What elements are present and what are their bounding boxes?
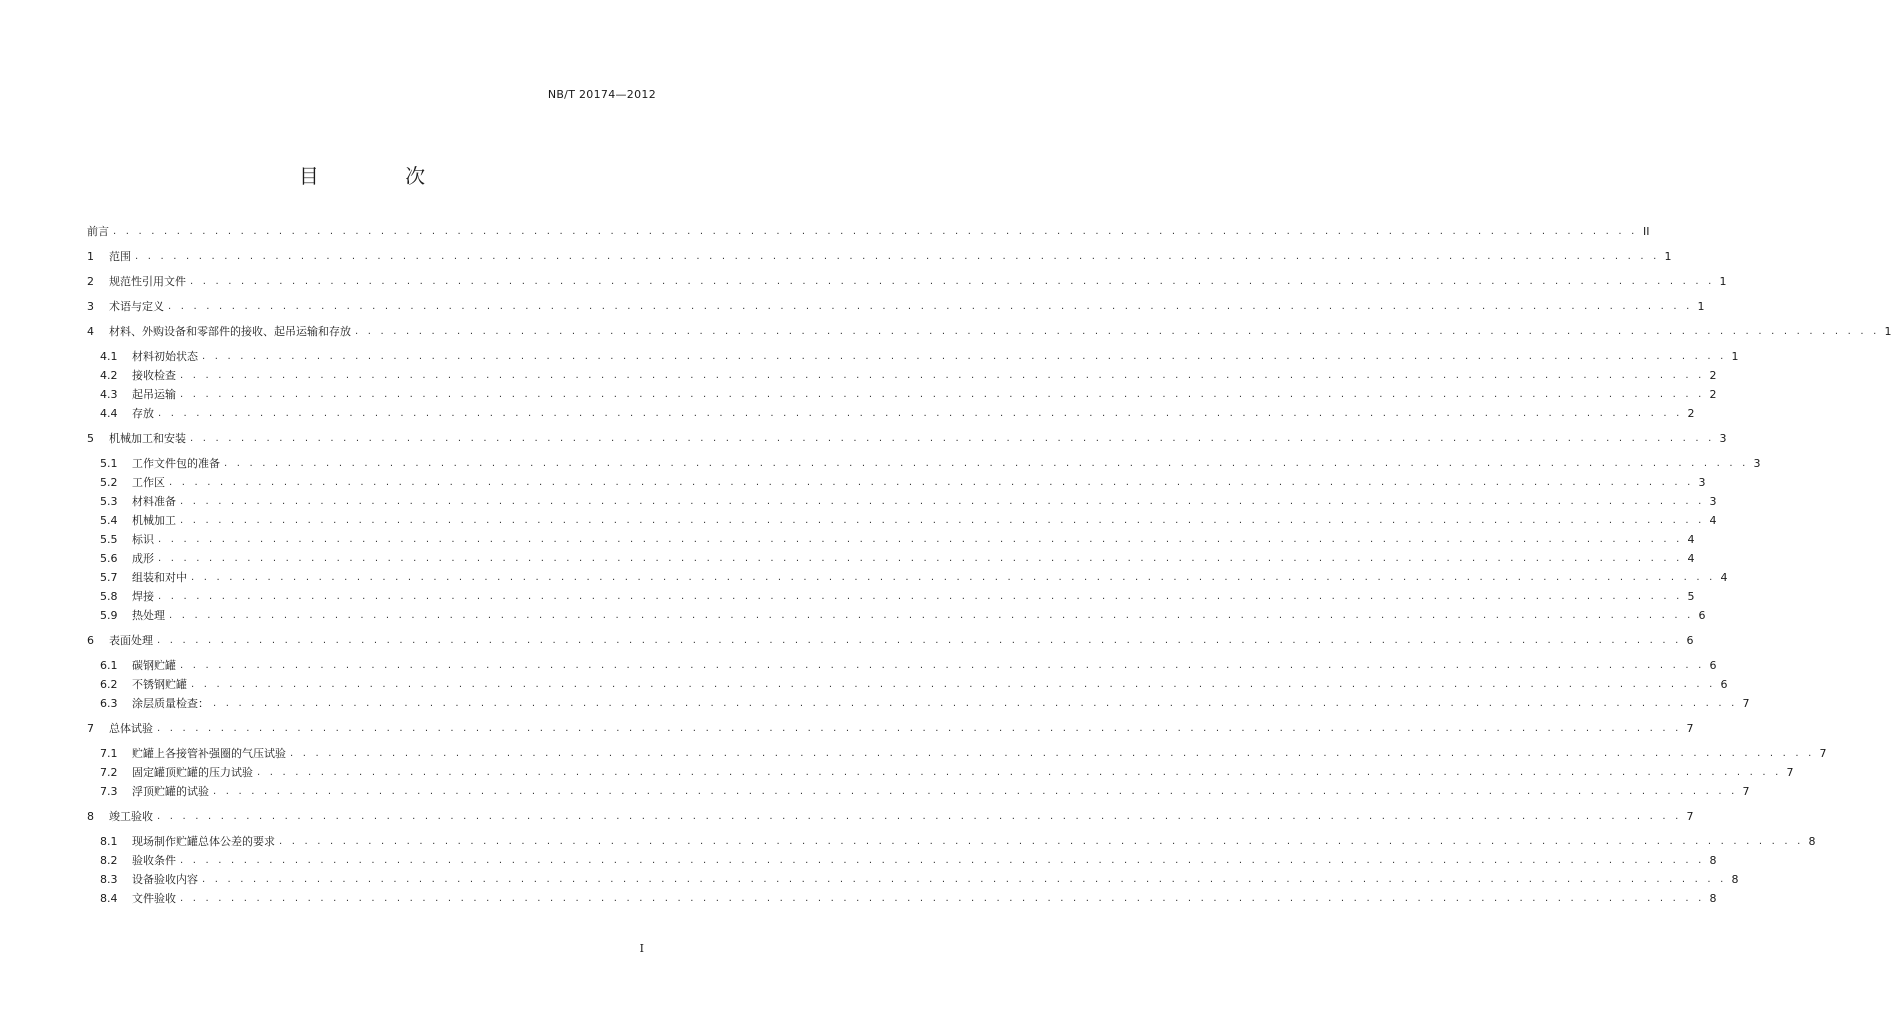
toc-leader-dots: . . . . . . . . . . . . . . . . . . . . . . . . . . . . . . . . . . . . . . . . . . . . . . . . . . . . . . . . . . . . . . . . . . . . . . . . . . . . . . . . . . . . . . . . . . . . . . . . . . . . . . . . . . . . . . . . . . . . . . . .: [190, 433, 1715, 444]
toc-entry-label: 涂层质量检查：: [132, 697, 209, 710]
toc-entry-page: 1: [1884, 325, 1892, 338]
toc-entry-number: 8: [87, 810, 94, 823]
toc-entry[interactable]: [87, 508, 1717, 527]
toc-leader-dots: . . . . . . . . . . . . . . . . . . . . . . . . . . . . . . . . . . . . . . . . . . . . . . . . . . . . . . . . . . . . . . . . . . . . . . . . . . . . . . . . . . . . . . . . . . . . . . . . . . . . . . . . . . . . . . . . . . . . . . . .: [180, 855, 1705, 866]
toc-entry-page: 7: [1686, 722, 1694, 735]
toc-entry-label: 术语与定义: [109, 300, 164, 313]
toc-leader-dots: . . . . . . . . . . . . . . . . . . . . . . . . . . . . . . . . . . . . . . . . . . . . . . . . . . . . . . . . . . . . . . . . . . . . . . . . . . . . . . . . . . . . . . . . . . . . . . . . . . . . . . . . . . . . . . . . . . . . . . . .: [191, 572, 1716, 583]
toc-entry-label: 材料初始状态: [132, 350, 198, 363]
toc-entry-page: 7: [1742, 785, 1750, 798]
toc-entry-number: 8.4: [100, 892, 118, 905]
toc-entry[interactable]: [87, 489, 1717, 508]
toc-entry-label: 不锈钢贮罐: [132, 678, 187, 691]
toc-entry-label: 竣工验收: [109, 810, 153, 823]
toc-entry-label: 范围: [109, 250, 131, 263]
toc-entry-label: 焊接: [132, 590, 154, 603]
toc-entry[interactable]: [87, 363, 1717, 382]
toc-entry-label: 组装和对中: [132, 571, 187, 584]
toc-entry-number: 5.4: [100, 514, 118, 527]
toc-leader-dots: . . . . . . . . . . . . . . . . . . . . . . . . . . . . . . . . . . . . . . . . . . . . . . . . . . . . . . . . . . . . . . . . . . . . . . . . . . . . . . . . . . . . . . . . . . . . . . . . . . . . . . . . . . . . . . . . . . . . . . . .: [158, 553, 1683, 564]
toc-entry-label: 存放: [132, 407, 154, 420]
toc-entry-label: 现场制作贮罐总体公差的要求: [132, 835, 275, 848]
toc-entry-page: 8: [1808, 835, 1816, 848]
toc-entry-number: 5.7: [100, 571, 118, 584]
toc-entry-number: 8.3: [100, 873, 118, 886]
toc-entry[interactable]: [87, 716, 1694, 735]
toc-entry-number: 7.3: [100, 785, 118, 798]
toc-entry-page: 6: [1709, 659, 1717, 672]
toc-entry[interactable]: [87, 779, 1750, 798]
toc-entry-page: 1: [1664, 250, 1672, 263]
toc-entry[interactable]: [87, 546, 1695, 565]
toc-leader-dots: . . . . . . . . . . . . . . . . . . . . . . . . . . . . . . . . . . . . . . . . . . . . . . . . . . . . . . . . . . . . . . . . . . . . . . . . . . . . . . . . . . . . . . . . . . . . . . . . . . . . . . . . . . . . . . . . . . . . . . . .: [180, 515, 1705, 526]
toc-entry-number: 1: [87, 250, 94, 263]
toc-entry[interactable]: [87, 426, 1727, 445]
toc-leader-dots: . . . . . . . . . . . . . . . . . . . . . . . . . . . . . . . . . . . . . . . . . . . . . . . . . . . . . . . . . . . . . . . . . . . . . . . . . . . . . . . . . . . . . . . . . . . . . . . . . . . . . . . . . . . . . . . . . . . . . . . .: [158, 408, 1683, 419]
toc-entry-label: 工作文件包的准备: [132, 457, 220, 470]
toc-entry-number: 8.1: [100, 835, 118, 848]
toc-entry-label: 验收条件: [132, 854, 176, 867]
toc-entry[interactable]: [87, 401, 1695, 420]
toc-entry-page: 1: [1697, 300, 1705, 313]
toc-entry[interactable]: [87, 584, 1695, 603]
toc-entry[interactable]: [87, 527, 1695, 546]
toc-entry-page: 3: [1698, 476, 1706, 489]
toc-entry-label: 表面处理: [109, 634, 153, 647]
toc-entry[interactable]: [87, 653, 1717, 672]
toc-entry-label: 文件验收: [132, 892, 176, 905]
page-number: I: [639, 942, 644, 955]
toc-leader-dots: . . . . . . . . . . . . . . . . . . . . . . . . . . . . . . . . . . . . . . . . . . . . . . . . . . . . . . . . . . . . . . . . . . . . . . . . . . . . . . . . . . . . . . . . . . . . . . . . . . . . . . . . . . . . . . . . . . . . . . . .: [257, 767, 1782, 778]
toc-entry-page: 7: [1742, 697, 1750, 710]
toc-entry[interactable]: [87, 244, 1672, 263]
toc-leader-dots: . . . . . . . . . . . . . . . . . . . . . . . . . . . . . . . . . . . . . . . . . . . . . . . . . . . . . . . . . . . . . . . . . . . . . . . . . . . . . . . . . . . . . . . . . . . . . . . . . . . . . . . . . . . . . . . . . . . . . . . .: [180, 660, 1705, 671]
toc-leader-dots: . . . . . . . . . . . . . . . . . . . . . . . . . . . . . . . . . . . . . . . . . . . . . . . . . . . . . . . . . . . . . . . . . . . . . . . . . . . . . . . . . . . . . . . . . . . . . . . . . . . . . . . . . . . . . . . . . . . . . . . .: [158, 534, 1683, 545]
toc-entry[interactable]: [87, 691, 1750, 710]
toc-entry[interactable]: [87, 603, 1706, 622]
toc-leader-dots: . . . . . . . . . . . . . . . . . . . . . . . . . . . . . . . . . . . . . . . . . . . . . . . . . . . . . . . . . . . . . . . . . . . . . . . . . . . . . . . . . . . . . . . . . . . . . . . . . . . . . . . . . . . . . . . . . . . . . . . .: [157, 635, 1682, 646]
toc-leader-dots: . . . . . . . . . . . . . . . . . . . . . . . . . . . . . . . . . . . . . . . . . . . . . . . . . . . . . . . . . . . . . . . . . . . . . . . . . . . . . . . . . . . . . . . . . . . . . . . . . . . . . . . . . . . . . . . . . . . . . . . .: [190, 276, 1715, 287]
toc-entry-page: 8: [1709, 854, 1717, 867]
toc-entry-label: 固定罐顶贮罐的压力试验: [132, 766, 253, 779]
toc-leader-dots: . . . . . . . . . . . . . . . . . . . . . . . . . . . . . . . . . . . . . . . . . . . . . . . . . . . . . . . . . . . . . . . . . . . . . . . . . . . . . . . . . . . . . . . . . . . . . . . . . . . . . . . . . . . . . . . . . . . . . . . .: [290, 748, 1815, 759]
toc-entry[interactable]: [87, 867, 1739, 886]
toc-entry-page: 7: [1786, 766, 1794, 779]
toc-entry[interactable]: [87, 319, 1892, 338]
toc-entry-label: 规范性引用文件: [109, 275, 186, 288]
toc-leader-dots: . . . . . . . . . . . . . . . . . . . . . . . . . . . . . . . . . . . . . . . . . . . . . . . . . . . . . . . . . . . . . . . . . . . . . . . . . . . . . . . . . . . . . . . . . . . . . . . . . . . . . . . . . . . . . . . . . . . . . . . .: [113, 226, 1638, 237]
toc-entry-page: 6: [1686, 634, 1694, 647]
toc-entry-label: 机械加工和安装: [109, 432, 186, 445]
toc-leader-dots: . . . . . . . . . . . . . . . . . . . . . . . . . . . . . . . . . . . . . . . . . . . . . . . . . . . . . . . . . . . . . . . . . . . . . . . . . . . . . . . . . . . . . . . . . . . . . . . . . . . . . . . . . . . . . . . . . . . . . . . .: [157, 723, 1682, 734]
toc-entry-number: 6.2: [100, 678, 118, 691]
toc-leader-dots: . . . . . . . . . . . . . . . . . . . . . . . . . . . . . . . . . . . . . . . . . . . . . . . . . . . . . . . . . . . . . . . . . . . . . . . . . . . . . . . . . . . . . . . . . . . . . . . . . . . . . . . . . . . . . . . . . . . . . . . .: [157, 811, 1682, 822]
toc-entry-label: 起吊运输: [132, 388, 176, 401]
toc-entry-number: 5.5: [100, 533, 118, 546]
toc-entry[interactable]: [87, 760, 1794, 779]
toc-leader-dots: . . . . . . . . . . . . . . . . . . . . . . . . . . . . . . . . . . . . . . . . . . . . . . . . . . . . . . . . . . . . . . . . . . . . . . . . . . . . . . . . . . . . . . . . . . . . . . . . . . . . . . . . . . . . . . . . . . . . . . . .: [169, 477, 1694, 488]
toc-entry-number: 3: [87, 300, 94, 313]
toc-entry-number: 6: [87, 634, 94, 647]
toc-entry-label: 工作区: [132, 476, 165, 489]
toc-entry[interactable]: [87, 628, 1694, 647]
toc-leader-dots: . . . . . . . . . . . . . . . . . . . . . . . . . . . . . . . . . . . . . . . . . . . . . . . . . . . . . . . . . . . . . . . . . . . . . . . . . . . . . . . . . . . . . . . . . . . . . . . . . . . . . . . . . . . . . . . . . . . . . . . .: [180, 893, 1705, 904]
toc-entry-label: 总体试验: [109, 722, 153, 735]
toc-entry-page: 3: [1709, 495, 1717, 508]
toc-entry-label: 贮罐上各接管补强圈的气压试验: [132, 747, 286, 760]
toc-leader-dots: . . . . . . . . . . . . . . . . . . . . . . . . . . . . . . . . . . . . . . . . . . . . . . . . . . . . . . . . . . . . . . . . . . . . . . . . . . . . . . . . . . . . . . . . . . . . . . . . . . . . . . . . . . . . . . . . . . . . . . . .: [180, 496, 1705, 507]
toc-entry-label: 材料准备: [132, 495, 176, 508]
toc-entry-page: 8: [1731, 873, 1739, 886]
toc-entry[interactable]: [87, 294, 1705, 313]
toc-entry[interactable]: [87, 269, 1727, 288]
toc-entry-page: 4: [1709, 514, 1717, 527]
toc-entry-label: 材料、外购设备和零部件的接收、起吊运输和存放: [109, 325, 351, 338]
standard-code: NB/T 20174—2012: [547, 88, 656, 101]
toc-entry-number: 5.3: [100, 495, 118, 508]
toc-entry-page: 2: [1709, 369, 1717, 382]
toc-entry[interactable]: [87, 451, 1761, 470]
toc-entry-number: 4: [87, 325, 94, 338]
toc-entry-page: 6: [1698, 609, 1706, 622]
toc-leader-dots: . . . . . . . . . . . . . . . . . . . . . . . . . . . . . . . . . . . . . . . . . . . . . . . . . . . . . . . . . . . . . . . . . . . . . . . . . . . . . . . . . . . . . . . . . . . . . . . . . . . . . . . . . . . . . . . . . . . . . . . .: [180, 370, 1705, 381]
toc-leader-dots: . . . . . . . . . . . . . . . . . . . . . . . . . . . . . . . . . . . . . . . . . . . . . . . . . . . . . . . . . . . . . . . . . . . . . . . . . . . . . . . . . . . . . . . . . . . . . . . . . . . . . . . . . . . . . . . . . . . . . . . .: [279, 836, 1804, 847]
toc-leader-dots: . . . . . . . . . . . . . . . . . . . . . . . . . . . . . . . . . . . . . . . . . . . . . . . . . . . . . . . . . . . . . . . . . . . . . . . . . . . . . . . . . . . . . . . . . . . . . . . . . . . . . . . . . . . . . . . . . . . . . . . .: [158, 591, 1683, 602]
toc-entry-number: 6.1: [100, 659, 118, 672]
toc-entry-number: 6.3: [100, 697, 118, 710]
toc-leader-dots: . . . . . . . . . . . . . . . . . . . . . . . . . . . . . . . . . . . . . . . . . . . . . . . . . . . . . . . . . . . . . . . . . . . . . . . . . . . . . . . . . . . . . . . . . . . . . . . . . . . . . . . . . . . . . . . . . . . . . . . .: [202, 874, 1727, 885]
toc-entry-number: 2: [87, 275, 94, 288]
toc-entry[interactable]: [87, 829, 1816, 848]
toc-leader-dots: . . . . . . . . . . . . . . . . . . . . . . . . . . . . . . . . . . . . . . . . . . . . . . . . . . . . . . . . . . . . . . . . . . . . . . . . . . . . . . . . . . . . . . . . . . . . . . . . . . . . . . . . . . . . . . . . . . . . . . . .: [191, 679, 1716, 690]
table-of-contents: [87, 219, 1892, 905]
toc-entry-number: 5: [87, 432, 94, 445]
toc-entry-page: 5: [1687, 590, 1695, 603]
toc-entry-label: 机械加工: [132, 514, 176, 527]
toc-entry[interactable]: [87, 565, 1728, 584]
toc-leader-dots: . . . . . . . . . . . . . . . . . . . . . . . . . . . . . . . . . . . . . . . . . . . . . . . . . . . . . . . . . . . . . . . . . . . . . . . . . . . . . . . . . . . . . . . . . . . . . . . . . . . . . . . . . . . . . . . . . . . . . . . .: [169, 610, 1694, 621]
toc-entry-page: 2: [1709, 388, 1717, 401]
toc-entry-number: 8.2: [100, 854, 118, 867]
toc-entry-label: 标识: [132, 533, 154, 546]
toc-entry-page: 3: [1719, 432, 1727, 445]
toc-entry-number: 5.9: [100, 609, 118, 622]
toc-leader-dots: . . . . . . . . . . . . . . . . . . . . . . . . . . . . . . . . . . . . . . . . . . . . . . . . . . . . . . . . . . . . . . . . . . . . . . . . . . . . . . . . . . . . . . . . . . . . . . . . . . . . . . . . . . . . . . . . . . . . . . . .: [213, 786, 1738, 797]
toc-entry-number: 7.2: [100, 766, 118, 779]
toc-entry-page: 1: [1731, 350, 1739, 363]
toc-entry-number: 4.2: [100, 369, 118, 382]
toc-entry-number: 5.6: [100, 552, 118, 565]
toc-entry[interactable]: [87, 848, 1717, 867]
toc-leader-dots: . . . . . . . . . . . . . . . . . . . . . . . . . . . . . . . . . . . . . . . . . . . . . . . . . . . . . . . . . . . . . . . . . . . . . . . . . . . . . . . . . . . . . . . . . . . . . . . . . . . . . . . . . . . . . . . . . . . . . . . .: [168, 301, 1693, 312]
toc-entry-number: 4.3: [100, 388, 118, 401]
toc-entry-number: 5.2: [100, 476, 118, 489]
toc-leader-dots: . . . . . . . . . . . . . . . . . . . . . . . . . . . . . . . . . . . . . . . . . . . . . . . . . . . . . . . . . . . . . . . . . . . . . . . . . . . . . . . . . . . . . . . . . . . . . . . . . . . . . . . . . . . . . . . . . . . . . . . .: [224, 458, 1749, 469]
toc-entry[interactable]: [87, 886, 1717, 905]
toc-entry-number: 5.8: [100, 590, 118, 603]
toc-entry[interactable]: [87, 741, 1827, 760]
toc-entry-label: 接收检查: [132, 369, 176, 382]
toc-entry-label: 浮顶贮罐的试验: [132, 785, 209, 798]
toc-entry-label: 热处理: [132, 609, 165, 622]
toc-entry[interactable]: [87, 219, 1650, 238]
toc-entry-page: 4: [1720, 571, 1728, 584]
toc-entry-page: 8: [1709, 892, 1717, 905]
toc-entry[interactable]: [87, 672, 1728, 691]
page-title: 目 次: [298, 164, 466, 188]
toc-leader-dots: . . . . . . . . . . . . . . . . . . . . . . . . . . . . . . . . . . . . . . . . . . . . . . . . . . . . . . . . . . . . . . . . . . . . . . . . . . . . . . . . . . . . . . . . . . . . . . . . . . . . . . . . . . . . . . . . . . . . . . . .: [135, 251, 1660, 262]
toc-entry-page: 1: [1719, 275, 1727, 288]
toc-entry-label: 设备验收内容: [132, 873, 198, 886]
toc-entry-page: 4: [1687, 533, 1695, 546]
toc-entry-label: 成形: [132, 552, 154, 565]
toc-entry-page: 6: [1720, 678, 1728, 691]
toc-entry-number: 7: [87, 722, 94, 735]
toc-entry-page: 4: [1687, 552, 1695, 565]
toc-leader-dots: . . . . . . . . . . . . . . . . . . . . . . . . . . . . . . . . . . . . . . . . . . . . . . . . . . . . . . . . . . . . . . . . . . . . . . . . . . . . . . . . . . . . . . . . . . . . . . . . . . . . . . . . . . . . . . . . . . . . . . . .: [202, 351, 1727, 362]
toc-entry-page: II: [1643, 225, 1650, 238]
toc-entry-number: 4.1: [100, 350, 118, 363]
toc-entry[interactable]: [87, 344, 1739, 363]
toc-entry-label: 前言: [87, 225, 109, 238]
toc-entry-page: 3: [1753, 457, 1761, 470]
toc-entry[interactable]: [87, 804, 1694, 823]
toc-leader-dots: . . . . . . . . . . . . . . . . . . . . . . . . . . . . . . . . . . . . . . . . . . . . . . . . . . . . . . . . . . . . . . . . . . . . . . . . . . . . . . . . . . . . . . . . . . . . . . . . . . . . . . . . . . . . . . . . . . . . . . . .: [355, 326, 1880, 337]
toc-entry-label: 碳钢贮罐: [132, 659, 176, 672]
toc-entry-number: 7.1: [100, 747, 118, 760]
toc-entry-page: 7: [1686, 810, 1694, 823]
toc-entry-page: 2: [1687, 407, 1695, 420]
toc-leader-dots: . . . . . . . . . . . . . . . . . . . . . . . . . . . . . . . . . . . . . . . . . . . . . . . . . . . . . . . . . . . . . . . . . . . . . . . . . . . . . . . . . . . . . . . . . . . . . . . . . . . . . . . . . . . . . . . . . . . . . . . .: [213, 698, 1738, 709]
toc-entry[interactable]: [87, 470, 1706, 489]
toc-leader-dots: . . . . . . . . . . . . . . . . . . . . . . . . . . . . . . . . . . . . . . . . . . . . . . . . . . . . . . . . . . . . . . . . . . . . . . . . . . . . . . . . . . . . . . . . . . . . . . . . . . . . . . . . . . . . . . . . . . . . . . . .: [180, 389, 1705, 400]
toc-entry-number: 5.1: [100, 457, 118, 470]
toc-entry-number: 4.4: [100, 407, 118, 420]
toc-entry[interactable]: [87, 382, 1717, 401]
toc-entry-page: 7: [1819, 747, 1827, 760]
